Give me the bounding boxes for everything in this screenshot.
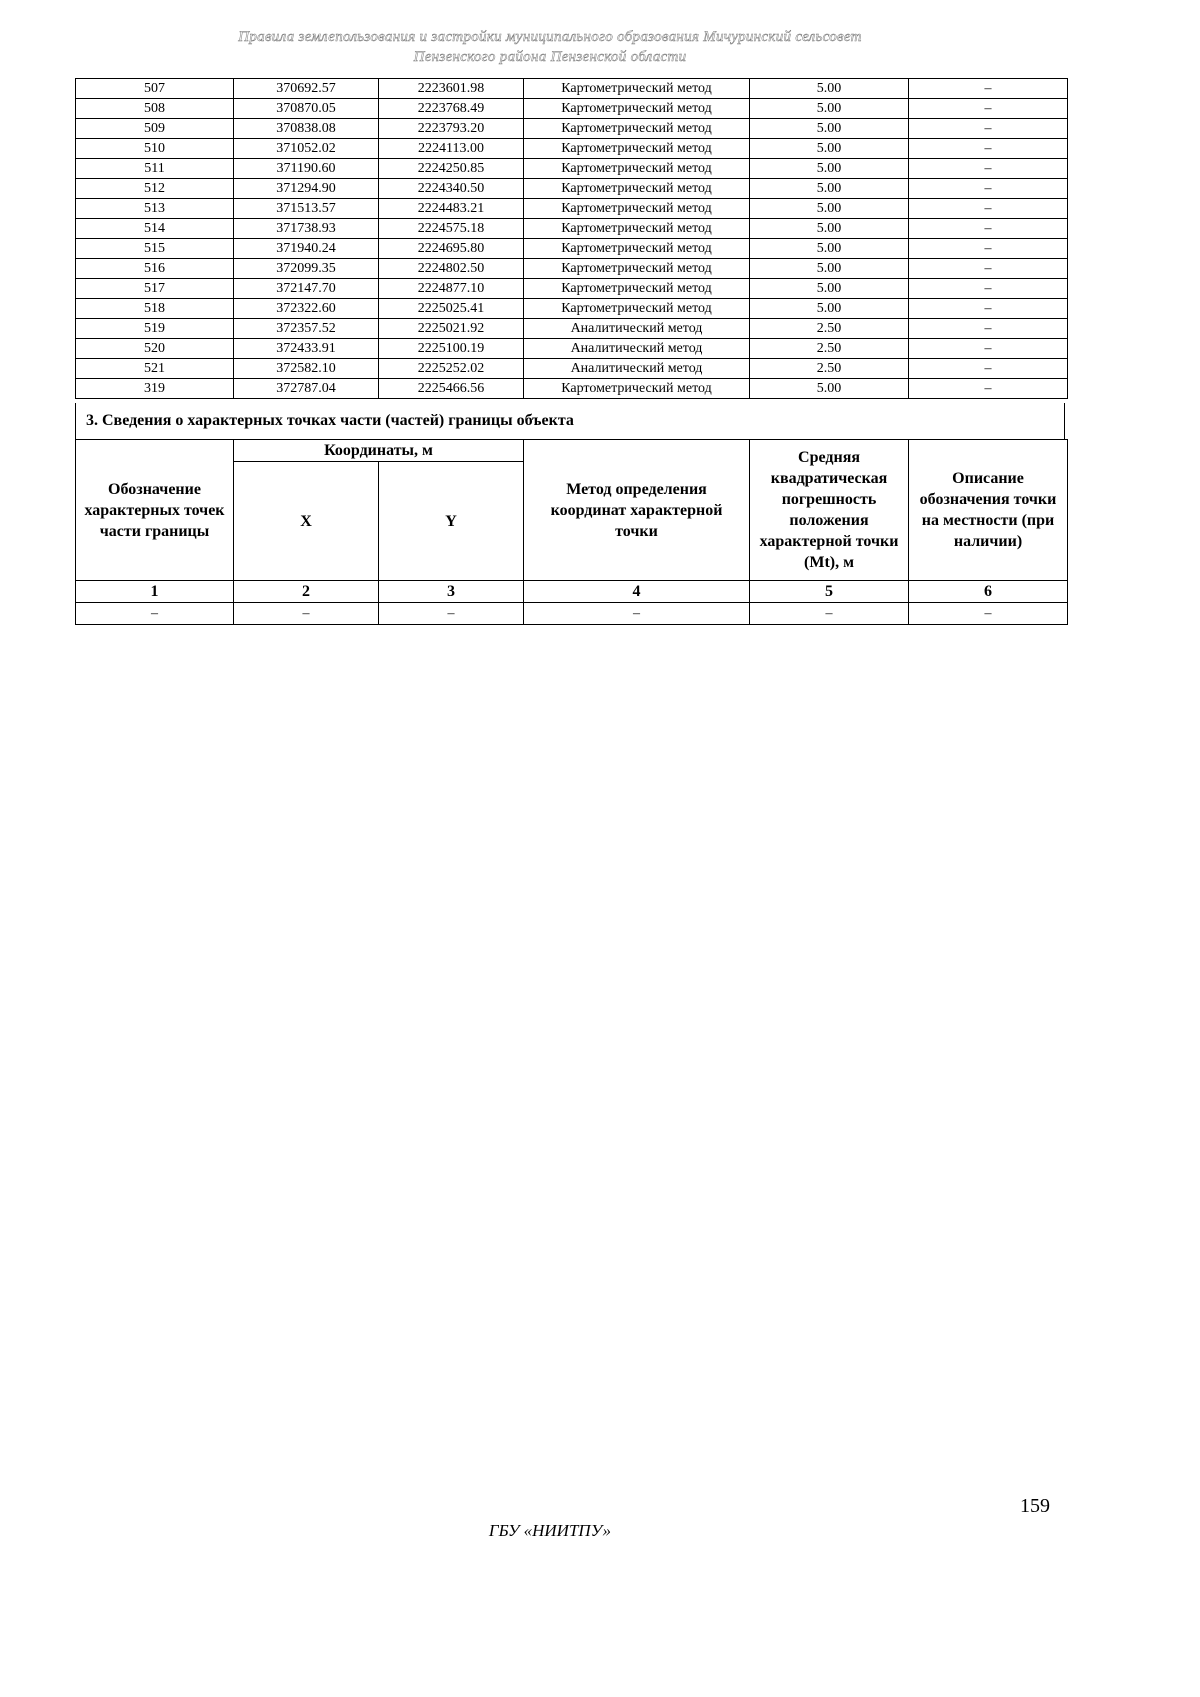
table-cell: 512 (76, 179, 234, 199)
table-cell: 5.00 (750, 179, 909, 199)
column-number-4: 4 (524, 581, 750, 603)
table-cell: 371940.24 (234, 239, 379, 259)
table-cell: 517 (76, 279, 234, 299)
table-cell: 514 (76, 219, 234, 239)
table-cell: Картометрический метод (524, 379, 750, 399)
table-cell: 2225100.19 (379, 339, 524, 359)
empty-cell-2: – (234, 603, 379, 625)
table-cell: 370692.57 (234, 79, 379, 99)
table-cell: 518 (76, 299, 234, 319)
table-cell: 5.00 (750, 139, 909, 159)
page-number: 159 (1020, 1495, 1050, 1517)
table-cell: 5.00 (750, 379, 909, 399)
empty-cell-4: – (524, 603, 750, 625)
column-number-1: 1 (76, 581, 234, 603)
table-cell: 521 (76, 359, 234, 379)
table-cell: 516 (76, 259, 234, 279)
table-cell: 5.00 (750, 99, 909, 119)
table-row (76, 99, 1068, 119)
table-cell: 2224575.18 (379, 219, 524, 239)
table-cell: 2224340.50 (379, 179, 524, 199)
table-cell: 5.00 (750, 239, 909, 259)
table-cell: 508 (76, 99, 234, 119)
table-row (76, 139, 1068, 159)
header-y: Y (379, 462, 524, 581)
table-cell: Аналитический метод (524, 359, 750, 379)
table-cell: – (909, 319, 1068, 339)
table-cell: 2225025.41 (379, 299, 524, 319)
table-cell: 371513.57 (234, 199, 379, 219)
table-cell: – (909, 239, 1068, 259)
table-cell: – (909, 259, 1068, 279)
empty-cell-5: – (750, 603, 909, 625)
table-cell: 372357.52 (234, 319, 379, 339)
header-coordinates-group: Координаты, м (234, 440, 524, 462)
table-row (76, 319, 1068, 339)
table-row (76, 259, 1068, 279)
document-header-line1: Правила землепользования и застройки муниципального образования Мичуринский сельсовет (238, 29, 862, 45)
table-cell: 2223601.98 (379, 79, 524, 99)
column-number-5: 5 (750, 581, 909, 603)
table-cell: 510 (76, 139, 234, 159)
table-cell: – (909, 139, 1068, 159)
table-cell: 372582.10 (234, 359, 379, 379)
table-cell: 2225252.02 (379, 359, 524, 379)
header-description: Описание обозначения точки на местности (при наличии) (909, 440, 1068, 581)
column-number-6: 6 (909, 581, 1068, 603)
table-cell: Аналитический метод (524, 339, 750, 359)
table-cell: – (909, 79, 1068, 99)
table-cell: 372099.35 (234, 259, 379, 279)
coordinates-table (75, 78, 1068, 399)
table-cell: 2224877.10 (379, 279, 524, 299)
table-cell: Картометрический метод (524, 259, 750, 279)
table-cell: 370838.08 (234, 119, 379, 139)
table-cell: 515 (76, 239, 234, 259)
table-cell: – (909, 159, 1068, 179)
table-cell: – (909, 219, 1068, 239)
header-point-designation: Обозначение характерных точек части границы (76, 440, 234, 581)
table-cell: – (909, 99, 1068, 119)
table-cell: – (909, 379, 1068, 399)
header-x: X (234, 462, 379, 581)
section-3-table (75, 439, 1068, 625)
table-cell: 511 (76, 159, 234, 179)
table-row (76, 79, 1068, 99)
table-row (76, 359, 1068, 379)
table-cell: 520 (76, 339, 234, 359)
table-cell: 2223768.49 (379, 99, 524, 119)
table-cell: 5.00 (750, 219, 909, 239)
table-cell: 2225466.56 (379, 379, 524, 399)
table-cell: 372322.60 (234, 299, 379, 319)
table-cell: – (909, 279, 1068, 299)
table-cell: 519 (76, 319, 234, 339)
table-cell: – (909, 119, 1068, 139)
table-cell: Картометрический метод (524, 279, 750, 299)
table-cell: 5.00 (750, 159, 909, 179)
table-cell: 371294.90 (234, 179, 379, 199)
table-cell: 2224695.80 (379, 239, 524, 259)
table-cell: 371190.60 (234, 159, 379, 179)
section-3-title: 3. Сведения о характерных точках части (частей) границы объекта (75, 403, 1065, 439)
table-cell: 372147.70 (234, 279, 379, 299)
table-cell: 372433.91 (234, 339, 379, 359)
table-row (76, 379, 1068, 399)
table-cell: 2224483.21 (379, 199, 524, 219)
table-cell: Картометрический метод (524, 99, 750, 119)
table-row (76, 279, 1068, 299)
table-cell: Картометрический метод (524, 179, 750, 199)
table-row (76, 239, 1068, 259)
table-cell: Картометрический метод (524, 139, 750, 159)
table-cell: 2223793.20 (379, 119, 524, 139)
table-cell: 5.00 (750, 79, 909, 99)
table-row (76, 299, 1068, 319)
table-cell: – (909, 339, 1068, 359)
table-cell: – (909, 359, 1068, 379)
table-cell: 2.50 (750, 339, 909, 359)
table-cell: Картометрический метод (524, 79, 750, 99)
table-cell: 5.00 (750, 299, 909, 319)
table-cell: 319 (76, 379, 234, 399)
table-cell: 513 (76, 199, 234, 219)
table-cell: 2.50 (750, 319, 909, 339)
table-cell: 5.00 (750, 199, 909, 219)
document-header-line2: Пензенского района Пензенской области (413, 49, 687, 65)
table-cell: 509 (76, 119, 234, 139)
table-cell: – (909, 179, 1068, 199)
table-row (76, 159, 1068, 179)
column-number-3: 3 (379, 581, 524, 603)
table-cell: 2.50 (750, 359, 909, 379)
table-cell: 5.00 (750, 279, 909, 299)
table-cell: Картометрический метод (524, 199, 750, 219)
table-cell: 371738.93 (234, 219, 379, 239)
header-error-text: Средняя квадратическая погрешность положения характерной точки (Мt), м (759, 449, 899, 571)
table-row (76, 199, 1068, 219)
table-row (76, 339, 1068, 359)
table-cell: Картометрический метод (524, 219, 750, 239)
header-error (750, 440, 909, 581)
header-method: Метод определения координат характерной точки (524, 440, 750, 581)
table-cell: Аналитический метод (524, 319, 750, 339)
table-cell: Картометрический метод (524, 299, 750, 319)
table-cell: 371052.02 (234, 139, 379, 159)
table-cell: 2224802.50 (379, 259, 524, 279)
table-cell: Картометрический метод (524, 159, 750, 179)
document-footer: ГБУ «НИИТПУ» (488, 1521, 612, 1540)
table-cell: – (909, 199, 1068, 219)
table-cell: Картометрический метод (524, 239, 750, 259)
empty-cell-1: – (76, 603, 234, 625)
table-cell: Картометрический метод (524, 119, 750, 139)
table-cell: 372787.04 (234, 379, 379, 399)
table-cell: 370870.05 (234, 99, 379, 119)
table-row (76, 179, 1068, 199)
empty-cell-6: – (909, 603, 1068, 625)
table-cell: 5.00 (750, 119, 909, 139)
table-cell: 507 (76, 79, 234, 99)
coordinates-table-body (76, 79, 1068, 399)
empty-cell-3: – (379, 603, 524, 625)
table-cell: 5.00 (750, 259, 909, 279)
table-cell: – (909, 299, 1068, 319)
table-cell: 2225021.92 (379, 319, 524, 339)
table-row (76, 119, 1068, 139)
table-cell: 2224113.00 (379, 139, 524, 159)
table-row (76, 219, 1068, 239)
table-cell: 2224250.85 (379, 159, 524, 179)
column-number-2: 2 (234, 581, 379, 603)
